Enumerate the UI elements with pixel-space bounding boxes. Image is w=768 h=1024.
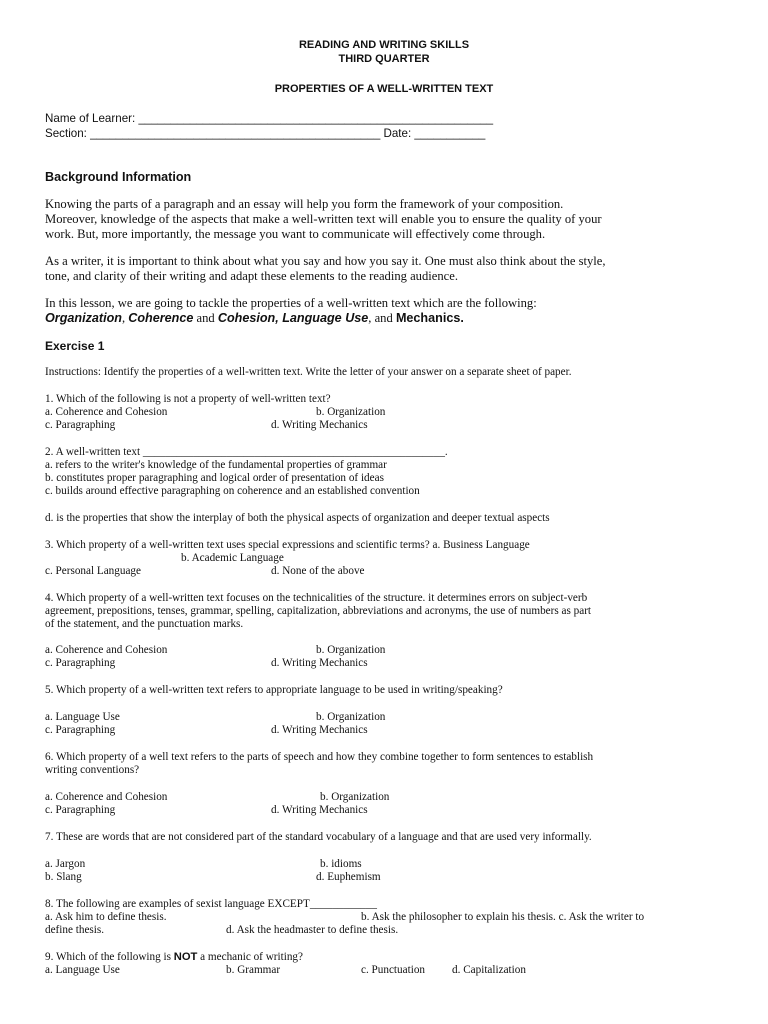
q5-option-a: a. Language Use — [45, 711, 120, 723]
q8-option-d: d. Ask the headmaster to define thesis. — [226, 924, 399, 936]
connector: and — [193, 311, 218, 325]
q6-option-a: a. Coherence and Cohesion — [45, 791, 168, 803]
question-4-line: agreement, prepositions, tenses, grammar, spelling, capitalization, abbreviations and acronyms, the use of numbers as part — [45, 605, 592, 617]
q4-option-a: a. Coherence and Cohesion — [45, 644, 168, 656]
question-7: 7. These are words that are not considered part of the standard vocabulary of a language and that are used very informally. — [45, 831, 592, 843]
section-date-field[interactable]: Section: _____________________________________________ Date: ___________ — [45, 127, 486, 140]
q2-option-c: c. builds around effective paragraphing on coherence and an established convention — [45, 485, 420, 497]
q8-option-a: a. Ask him to define thesis. — [45, 911, 167, 923]
paragraph-line: As a writer, it is important to think about what you say and how you say it. One must also think about the style, — [45, 254, 606, 268]
paragraph-line: Knowing the parts of a paragraph and an essay will help you form the framework of your composition. — [45, 197, 564, 211]
q9-option-d: d. Capitalization — [452, 964, 526, 976]
q9-option-a: a. Language Use — [45, 964, 120, 976]
property-mechanics: Mechanics. — [395, 311, 464, 325]
q6-option-b: b. Organization — [320, 791, 390, 803]
q1-option-c: c. Paragraphing — [45, 419, 116, 431]
q5-option-b: b. Organization — [316, 711, 386, 723]
q5-option-c: c. Paragraphing — [45, 724, 116, 736]
paragraph-line: tone, and clarity of their writing and adapt these elements to the reading audience. — [45, 269, 458, 283]
question-6-line: writing conventions? — [45, 764, 140, 776]
paragraph-line: In this lesson, we are going to tackle the properties of a well-written text which are the following: — [45, 296, 537, 310]
q6-option-d: d. Writing Mechanics — [271, 804, 368, 816]
properties-list: Organization, Coherence and Cohesion, Language Use, and Mechanics. — [45, 311, 464, 325]
question-4-line: of the statement, and the punctuation marks. — [45, 618, 244, 630]
q7-option-a: a. Jargon — [45, 858, 86, 870]
exercise-instructions: Instructions: Identify the properties of a well-written text. Write the letter of your answer on a separate sheet of paper. — [45, 366, 572, 378]
q4-option-d: d. Writing Mechanics — [271, 657, 368, 669]
q1-option-a: a. Coherence and Cohesion — [45, 406, 168, 418]
q1-option-b: b. Organization — [316, 406, 386, 418]
question-9 — [45, 951, 303, 964]
q4-option-c: c. Paragraphing — [45, 657, 116, 669]
lesson-title: PROPERTIES OF A WELL-WRITTEN TEXT — [274, 83, 494, 95]
q1-option-d: d. Writing Mechanics — [271, 419, 368, 431]
q7-option-b: b. idioms — [320, 858, 362, 870]
background-paragraph-2 — [45, 254, 725, 284]
q7-option-c: b. Slang — [45, 871, 82, 883]
question-6-line: 6. Which property of a well text refers to the parts of speech and how they combine together to form sentences to establish — [45, 751, 594, 763]
q8-option-c-cont: define thesis. — [45, 924, 105, 936]
subject-title: READING AND WRITING SKILLS — [298, 39, 470, 51]
q2-option-d: d. is the properties that show the interplay of both the physical aspects of organization and deeper textual aspects — [45, 512, 550, 524]
connector: , and — [368, 311, 396, 325]
exercise-heading: Exercise 1 — [45, 339, 105, 353]
q8-option-b: b. Ask the philosopher to explain his thesis. c. Ask the writer to — [361, 911, 645, 923]
question-3: 3. Which property of a well-written text uses special expressions and scientific terms? a. Business Language — [45, 539, 530, 551]
q5-option-d: d. Writing Mechanics — [271, 724, 368, 736]
property-coherence: Coherence — [128, 311, 194, 325]
paragraph-line: work. But, more importantly, the message you want to communicate will effectively come through. — [45, 227, 546, 241]
q3-option-d: d. None of the above — [271, 565, 365, 577]
q9-option-c: c. Punctuation — [361, 964, 426, 976]
q7-option-d: d. Euphemism — [316, 871, 381, 883]
background-paragraph-3 — [45, 296, 725, 311]
q2-option-a: a. refers to the writer's knowledge of the fundamental properties of grammar — [45, 459, 387, 471]
q3-option-c: c. Personal Language — [45, 565, 141, 577]
question-9-text: a mechanic of writing? — [197, 951, 303, 963]
q4-option-b: b. Organization — [316, 644, 386, 656]
question-9-text: 9. Which of the following is — [45, 951, 174, 963]
quarter-label: THIRD QUARTER — [338, 53, 430, 65]
background-heading: Background Information — [45, 170, 192, 184]
question-9-emphasis: NOT — [173, 951, 198, 963]
question-4-line: 4. Which property of a well-written text focuses on the technicalities of the structure. it determines errors on subject-verb — [45, 592, 588, 604]
q9-option-b: b. Grammar — [226, 964, 281, 976]
q6-option-c: c. Paragraphing — [45, 804, 116, 816]
background-paragraph-1 — [45, 197, 725, 242]
q2-option-b: b. constitutes proper paragraphing and logical order of presentation of ideas — [45, 472, 384, 484]
q3-option-b: b. Academic Language — [181, 552, 284, 564]
question-8: 8. The following are examples of sexist language EXCEPT____________ — [45, 898, 377, 910]
property-organization: Organization — [45, 311, 122, 325]
property-cohesion-language: Cohesion, Language Use — [217, 311, 369, 325]
question-1: 1. Which of the following is not a property of well-written text? — [45, 393, 331, 405]
question-5: 5. Which property of a well-written text refers to appropriate language to be used in writing/speaking? — [45, 684, 503, 696]
question-2: 2. A well-written text ______________________________________________________. — [45, 446, 448, 458]
paragraph-line: Moreover, knowledge of the aspects that make a well-written text will enable you to ensure the quality of your — [45, 212, 602, 226]
learner-name-field[interactable]: Name of Learner: _______________________________________________________ — [45, 112, 494, 125]
